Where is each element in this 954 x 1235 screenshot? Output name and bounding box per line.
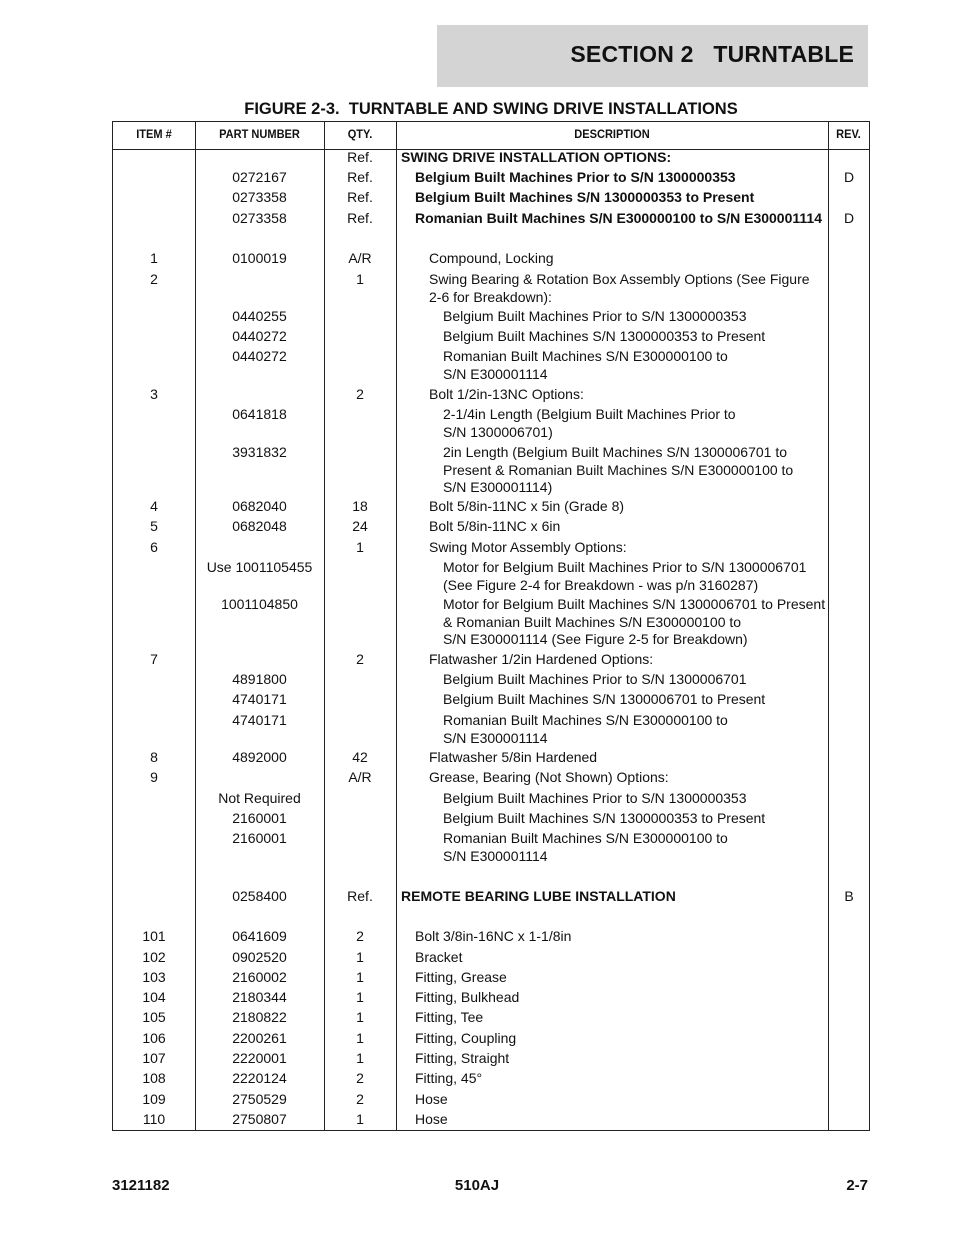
table-cell-part-number: 0440272 xyxy=(232,348,287,364)
table-cell-description: Fitting, Bulkhead xyxy=(415,989,520,1005)
table-cell-description: Romanian Built Machines S/N E300000100 to S/N E300001114 xyxy=(415,210,822,226)
table-cell-revision: D xyxy=(843,169,855,185)
table-cell-quantity: Ref. xyxy=(347,149,373,165)
table-cell-description: Swing Motor Assembly Options: xyxy=(429,539,627,555)
table-cell-part-number: 0100019 xyxy=(232,250,287,266)
header-rev: REV. xyxy=(836,127,861,141)
table-cell-part-number: 2160001 xyxy=(232,810,287,826)
table-cell-part-number: 2220124 xyxy=(232,1070,287,1086)
table-cell-item-number: 106 xyxy=(142,1030,166,1046)
table-cell-quantity: 1 xyxy=(356,271,364,287)
footer-page-number: 2-7 xyxy=(846,1177,868,1194)
table-cell-item-number: 102 xyxy=(142,949,166,965)
table-cell-part-number: 4891800 xyxy=(232,671,287,687)
table-cell-description: Belgium Built Machines S/N 1300000353 to Present xyxy=(443,328,766,344)
header-description: DESCRIPTION xyxy=(574,127,650,141)
table-cell-quantity: 24 xyxy=(352,518,368,534)
table-cell-item-number: 6 xyxy=(150,539,158,555)
table-cell-part-number: 2180344 xyxy=(232,989,287,1005)
table-cell-item-number: 109 xyxy=(142,1091,166,1107)
table-cell-part-number: 0682040 xyxy=(232,498,287,514)
table-cell-part-number: 0272167 xyxy=(232,169,287,185)
table-cell-part-number: 0902520 xyxy=(232,949,287,965)
table-cell-item-number: 5 xyxy=(150,518,158,534)
table-cell-part-number: 2220001 xyxy=(232,1050,287,1066)
table-cell-item-number: 105 xyxy=(142,1009,166,1025)
table-cell-quantity: 42 xyxy=(352,749,368,765)
table-cell-description: Motor for Belgium Built Machines Prior to S/N 1300006701 (See Figure 2-4 for Breakdown - was p/n 3160287) xyxy=(443,559,807,593)
table-cell-quantity: 1 xyxy=(356,1030,364,1046)
table-cell-quantity: 1 xyxy=(356,949,364,965)
table-cell-part-number: Use 1001105455 xyxy=(206,559,313,575)
table-cell-description: Belgium Built Machines S/N 1300000353 to Present xyxy=(443,810,766,826)
table-cell-part-number: Not Required xyxy=(218,790,301,806)
table-cell-quantity: 2 xyxy=(356,928,364,944)
table-cell-part-number: 1001104850 xyxy=(221,596,298,612)
table-cell-item-number: 9 xyxy=(150,769,158,785)
table-cell-description: Bolt 3/8in-16NC x 1-1/8in xyxy=(415,928,572,944)
table-cell-description: Belgium Built Machines Prior to S/N 1300000353 xyxy=(415,169,736,185)
table-cell-description: Fitting, 45° xyxy=(415,1070,483,1086)
table-cell-part-number: 4740171 xyxy=(232,691,287,707)
table-cell-description: SWING DRIVE INSTALLATION OPTIONS: xyxy=(401,149,672,165)
header-qty: QTY. xyxy=(347,127,373,141)
table-cell-quantity: 1 xyxy=(356,969,364,985)
table-cell-description: Compound, Locking xyxy=(429,250,554,266)
table-cell-item-number: 1 xyxy=(150,250,158,266)
footer-model: 510AJ xyxy=(454,1177,500,1194)
table-cell-part-number: 2750807 xyxy=(232,1111,287,1127)
table-cell-part-number: 0440272 xyxy=(232,328,287,344)
table-cell-description: Hose xyxy=(415,1091,448,1107)
table-cell-description: Romanian Built Machines S/N E300000100 to S/N E300001114 xyxy=(443,830,728,864)
table-cell-description: Belgium Built Machines Prior to S/N 1300000353 xyxy=(443,308,747,324)
table-cell-quantity: Ref. xyxy=(347,888,373,904)
table-cell-quantity: 2 xyxy=(356,1070,364,1086)
table-cell-item-number: 110 xyxy=(142,1111,166,1127)
table-cell-quantity: 2 xyxy=(356,1091,364,1107)
section-banner xyxy=(437,25,868,87)
table-cell-item-number: 4 xyxy=(150,498,158,514)
table-cell-revision: D xyxy=(843,210,855,226)
table-cell-description: Bolt 5/8in-11NC x 6in xyxy=(429,518,561,534)
figure-title: FIGURE 2-3. TURNTABLE AND SWING DRIVE INSTALLATIONS xyxy=(244,100,738,118)
table-cell-item-number: 103 xyxy=(142,969,166,985)
table-cell-description: Bolt 5/8in-11NC x 5in (Grade 8) xyxy=(429,498,625,514)
table-cell-quantity: 18 xyxy=(352,498,368,514)
table-cell-part-number: 0641818 xyxy=(232,406,287,422)
header-part-number: PART NUMBER xyxy=(219,127,300,141)
table-cell-description: Romanian Built Machines S/N E300000100 to S/N E300001114 xyxy=(443,348,728,382)
table-cell-part-number: 2750529 xyxy=(232,1091,287,1107)
table-cell-item-number: 101 xyxy=(142,928,166,944)
section-title: SECTION 2 TURNTABLE xyxy=(570,41,854,67)
table-cell-quantity: 1 xyxy=(356,1009,364,1025)
table-cell-quantity: 2 xyxy=(356,651,364,667)
table-cell-item-number: 3 xyxy=(150,386,158,402)
table-cell-item-number: 2 xyxy=(150,271,158,287)
table-cell-quantity: 1 xyxy=(356,539,364,555)
table-cell-item-number: 7 xyxy=(150,651,158,667)
table-cell-item-number: 8 xyxy=(150,749,158,765)
table-cell-description: 2-1/4in Length (Belgium Built Machines Prior to S/N 1300006701) xyxy=(443,406,736,440)
column-divider xyxy=(396,122,397,1130)
table-cell-item-number: 107 xyxy=(142,1050,166,1066)
table-cell-quantity: A/R xyxy=(348,769,372,785)
table-cell-description: REMOTE BEARING LUBE INSTALLATION xyxy=(401,888,676,904)
table-cell-revision: B xyxy=(844,888,854,904)
table-cell-quantity: 1 xyxy=(356,1050,364,1066)
table-cell-description: Belgium Built Machines S/N 1300006701 to Present xyxy=(443,691,766,707)
table-cell-quantity: Ref. xyxy=(347,210,373,226)
table-cell-description: Fitting, Grease xyxy=(415,969,507,985)
parts-table xyxy=(112,121,870,1131)
table-cell-description: Belgium Built Machines Prior to S/N 1300006701 xyxy=(443,671,747,687)
table-cell-part-number: 0258400 xyxy=(232,888,287,904)
table-cell-quantity: Ref. xyxy=(347,169,373,185)
table-cell-quantity: Ref. xyxy=(347,189,373,205)
table-cell-description: Swing Bearing & Rotation Box Assembly Options (See Figure 2-6 for Breakdown): xyxy=(429,271,810,305)
table-cell-part-number: 2160002 xyxy=(232,969,287,985)
table-cell-description: Bolt 1/2in-13NC Options: xyxy=(429,386,584,402)
table-cell-description: Hose xyxy=(415,1111,448,1127)
table-cell-description: Flatwasher 1/2in Hardened Options: xyxy=(429,651,654,667)
table-cell-description: Romanian Built Machines S/N E300000100 to S/N E300001114 xyxy=(443,712,728,746)
table-cell-description: Fitting, Coupling xyxy=(415,1030,517,1046)
table-cell-part-number: 2180822 xyxy=(232,1009,287,1025)
table-cell-quantity: A/R xyxy=(348,250,372,266)
table-cell-description: Grease, Bearing (Not Shown) Options: xyxy=(429,769,669,785)
table-cell-part-number: 0273358 xyxy=(232,189,287,205)
table-cell-description: 2in Length (Belgium Built Machines S/N 1300006701 to Present & Romanian Built Machines S/N E300000100 to S/N E300001114) xyxy=(443,444,794,495)
table-cell-description: Fitting, Tee xyxy=(415,1009,484,1025)
table-cell-part-number: 0641609 xyxy=(232,928,287,944)
table-cell-quantity: 1 xyxy=(356,989,364,1005)
header-item: ITEM # xyxy=(136,127,172,141)
table-cell-item-number: 108 xyxy=(142,1070,166,1086)
table-cell-quantity: 2 xyxy=(356,386,364,402)
table-cell-description: Belgium Built Machines Prior to S/N 1300000353 xyxy=(443,790,747,806)
table-cell-item-number: 104 xyxy=(142,989,166,1005)
table-cell-description: Flatwasher 5/8in Hardened xyxy=(429,749,598,765)
table-cell-description: Fitting, Straight xyxy=(415,1050,510,1066)
table-cell-part-number: 3931832 xyxy=(232,444,287,460)
table-cell-part-number: 2160001 xyxy=(232,830,287,846)
table-cell-part-number: 0273358 xyxy=(232,210,287,226)
table-cell-part-number: 0682048 xyxy=(232,518,287,534)
table-cell-part-number: 2200261 xyxy=(232,1030,287,1046)
table-cell-part-number: 4740171 xyxy=(232,712,287,728)
table-cell-quantity: 1 xyxy=(356,1111,364,1127)
table-cell-part-number: 0440255 xyxy=(232,308,287,324)
footer-document-number: 3121182 xyxy=(112,1177,170,1194)
table-cell-description: Bracket xyxy=(415,949,463,965)
table-cell-description: Belgium Built Machines S/N 1300000353 to Present xyxy=(415,189,755,205)
table-cell-description: Motor for Belgium Built Machines S/N 1300006701 to Present & Romanian Built Machines S/N E300000100 to S/N E300001114 (See Figure 2-5 for Breakdown) xyxy=(443,596,826,647)
table-cell-part-number: 4892000 xyxy=(232,749,287,765)
